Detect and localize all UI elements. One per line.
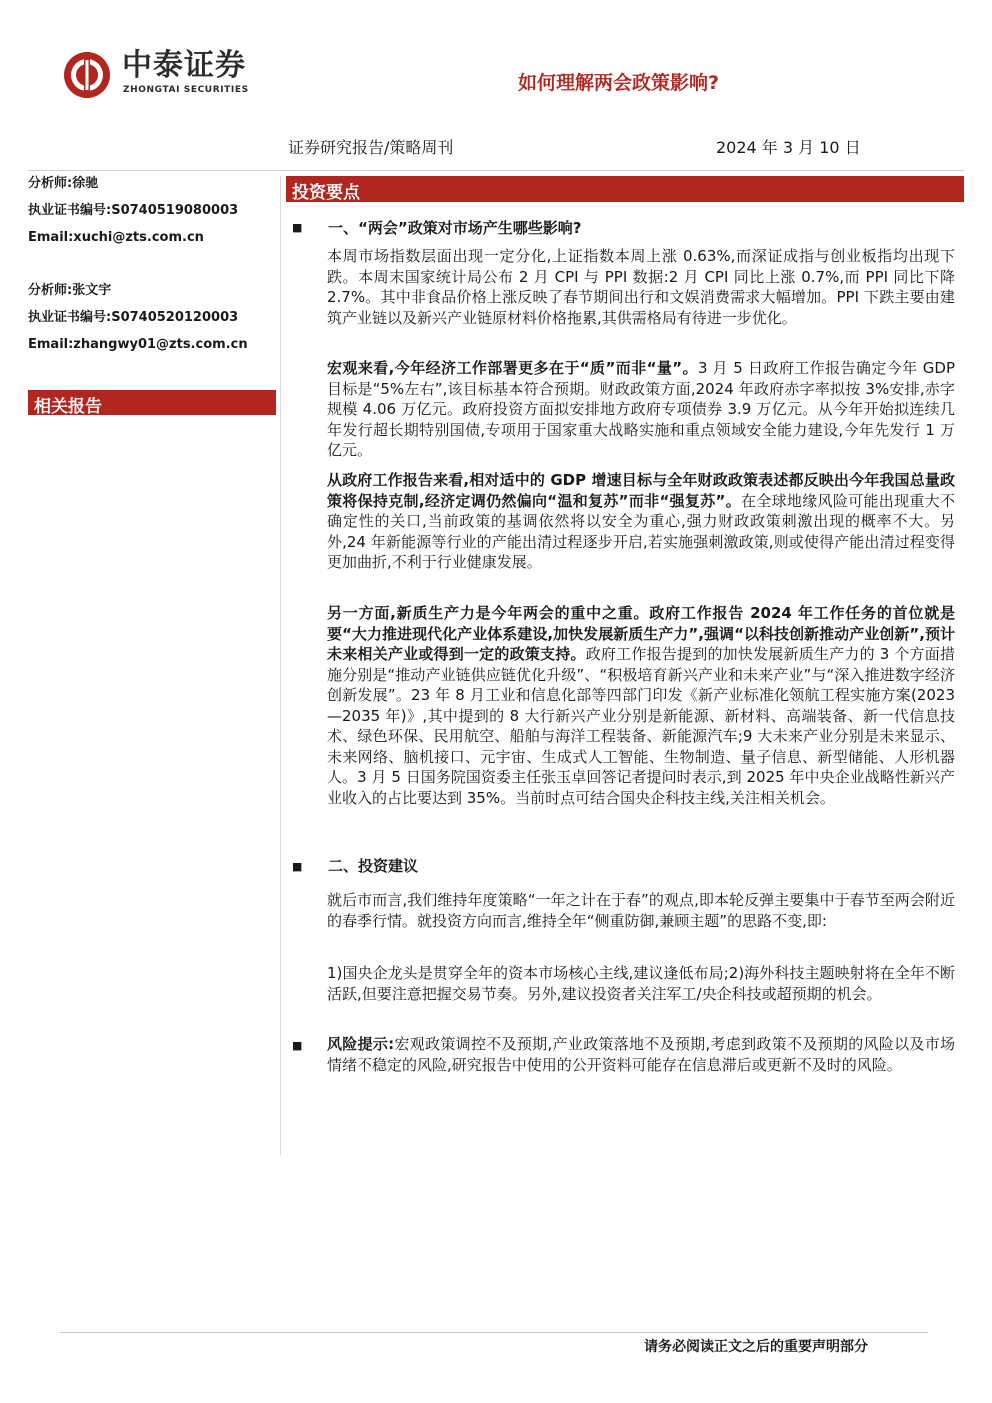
analyst-block [28,176,276,246]
paragraph-productivity-lead: 另一方面,新质生产力是今年两会的重中之重。政府工作报告 2024 年工作任务的首位就是要“大力推进现代化产业体系建设,加快发展新质生产力”,强调“以科技创新推动产业创新”,预计未来相关产业或得到一定的政策支持。 [327,604,955,663]
analyst-name-label: 分析师: [28,283,73,298]
bullet-icon: ■ [292,860,303,873]
paragraph-policy-stance [327,470,955,573]
report-date: 2024 年 3 月 10 日 [716,138,861,157]
footer-disclaimer-note: 请务必阅读正文之后的重要声明部分 [644,1339,868,1355]
report-type: 证券研究报告/策略周刊 [288,138,454,157]
paragraph-market-overview: 本周市场指数层面出现一定分化,上证指数本周上涨 0.63%,而深证成指与创业板指均出现下跌。本周末国家统计局公布 2 月 CPI 与 PPI 数据:2 月 CPI 同比上涨 0.7%,而 PPI 同比下降 2.7%。其中非食品价格上涨反映了春节期间出行和文娱消费需求大幅增加。PPI 下跌主要由建筑产业链以及新兴产业链原材料价格拖累,其供需格局有待进一步优化。 [327,247,955,327]
paragraph-risk [327,1034,955,1075]
analyst-cert-label: 执业证书编号: [28,310,112,325]
paragraph-productivity-body: 政府工作报告提到的加快发展新质生产力的 3 个方面措施分别是“推动产业链供应链优化升级”、“积极培育新兴产业和未来产业”与“深入推进数字经济创新发展”。23 年 8 月工业和信息化部等四部门印发《新产业标准化领航工程实施方案(2023—2035 年)》,其中提到的 8 大行新兴产业分别是新能源、新材料、高端装备、新一代信息技术、绿色环保、民用航空、船舶与海洋工程装备、新能源汽车;9 大未来产业分别是未来显示、未来网络、脑机接口、元宇宙、生成式人工智能、生物制造、量子信息、新型储能、人形机器人。3 月 5 日国务院国资委主任张玉卓回答记者提问时表示,到 2025 年中央企业战略性新兴产业收入的占比要达到 35%。当前时点可结合国央企科技主线,关注相关机会。 [327,645,955,807]
logo-english-name: ZHONGTAI SECURITIES [123,85,249,95]
analyst-cert-label: 执业证书编号: [28,203,112,218]
analyst-name: 徐驰 [72,176,99,191]
analyst-email: Email:xuchi@zts.com.cn [28,230,204,245]
zhongtai-logo-icon [62,50,112,100]
column-divider [280,176,281,1156]
analyst-email: Email:zhangwy01@zts.com.cn [28,337,248,352]
paragraph-policy-lead: 从政府工作报告来看,相对适中的 GDP 增速目标与全年财政政策表述都反映出今年我国总量政策将保持克制,经济定调仍然偏向“温和复苏”而非“强复苏”。 [327,471,955,510]
paragraph-macro-lead: 宏观来看,今年经济工作部署更多在于“质”而非“量”。 [327,359,698,377]
footer-divider [60,1332,928,1333]
report-title: 如何理解两会政策影响? [518,72,720,94]
analyst-cert: S0740520120003 [111,310,239,325]
analyst-name-label: 分析师: [28,176,73,191]
bullet-icon: ■ [292,221,303,234]
analyst-cert-row [28,203,276,219]
analyst-cert: S0740519080003 [111,203,239,218]
header-divider [28,170,964,171]
paragraph-macro [327,358,955,461]
key-points-bar [286,176,964,202]
analyst-name-row [28,283,276,299]
paragraph-outlook: 就后市而言,我们维持年度策略“一年之计在于春”的观点,即本轮反弹主要集中于春节至两会附近的春季行情。就投资方向而言,维持全年“侧重防御,兼顾主题”的思路不变,即: [327,891,955,930]
risk-text: 宏观政策调控不及预期,产业政策落地不及预期,考虑到政策不及预期的风险以及市场情绪不稳定的风险,研究报告中使用的公开资料可能存在信息滞后或更新不及时的风险。 [327,1035,955,1074]
logo-chinese-name: 中泰证券 [122,48,246,83]
analyst-cert-row [28,310,276,326]
paragraph-new-productivity [327,603,955,808]
section-heading-2: 二、投资建议 [328,857,419,875]
bullet-icon: ■ [292,1039,303,1052]
risk-label: 风险提示: [327,1035,395,1053]
analyst-block [28,283,276,353]
paragraph-macro-body: 3 月 5 日政府工作报告确定今年 GDP 目标是“5%左右”,该目标基本符合预期。财政政策方面,2024 年政府赤字率拟按 3%安排,赤字规模 4.06 万亿元。政府投资方面拟安排地方政府专项债券 3.9 万亿元。从今年开始拟连续几年发行超长期特别国债,专项用于国家重大战略实施和重点领域安全能力建设,今年先发行 1 万亿元。 [327,359,955,459]
analyst-name-row [28,176,276,192]
analyst-panel [28,176,276,364]
related-reports-title: 相关报告 [34,397,102,417]
key-points-title: 投资要点 [292,183,360,203]
analyst-name: 张文宇 [72,283,112,298]
paragraph-policy-body: 在全球地缘风险可能出现重大不确定性的关口,当前政策的基调依然将以安全为重心,强力财政政策刺激出现的概率不大。另外,24 年新能源等行业的产能出清过程逐步开启,若实施强刺激政策,则或使得产能出清过程变得更加曲折,不利于行业健康发展。 [327,491,955,571]
section-heading-1: 一、“两会”政策对市场产生哪些影响? [328,219,582,237]
paragraph-investment-themes: 1)国央企龙头是贯穿全年的资本市场核心主线,建议逢低布局;2)海外科技主题映射将在全年不断活跃,但要注意把握交易节奏。另外,建议投资者关注军工/央企科技或超预期的机会。 [327,964,955,1003]
